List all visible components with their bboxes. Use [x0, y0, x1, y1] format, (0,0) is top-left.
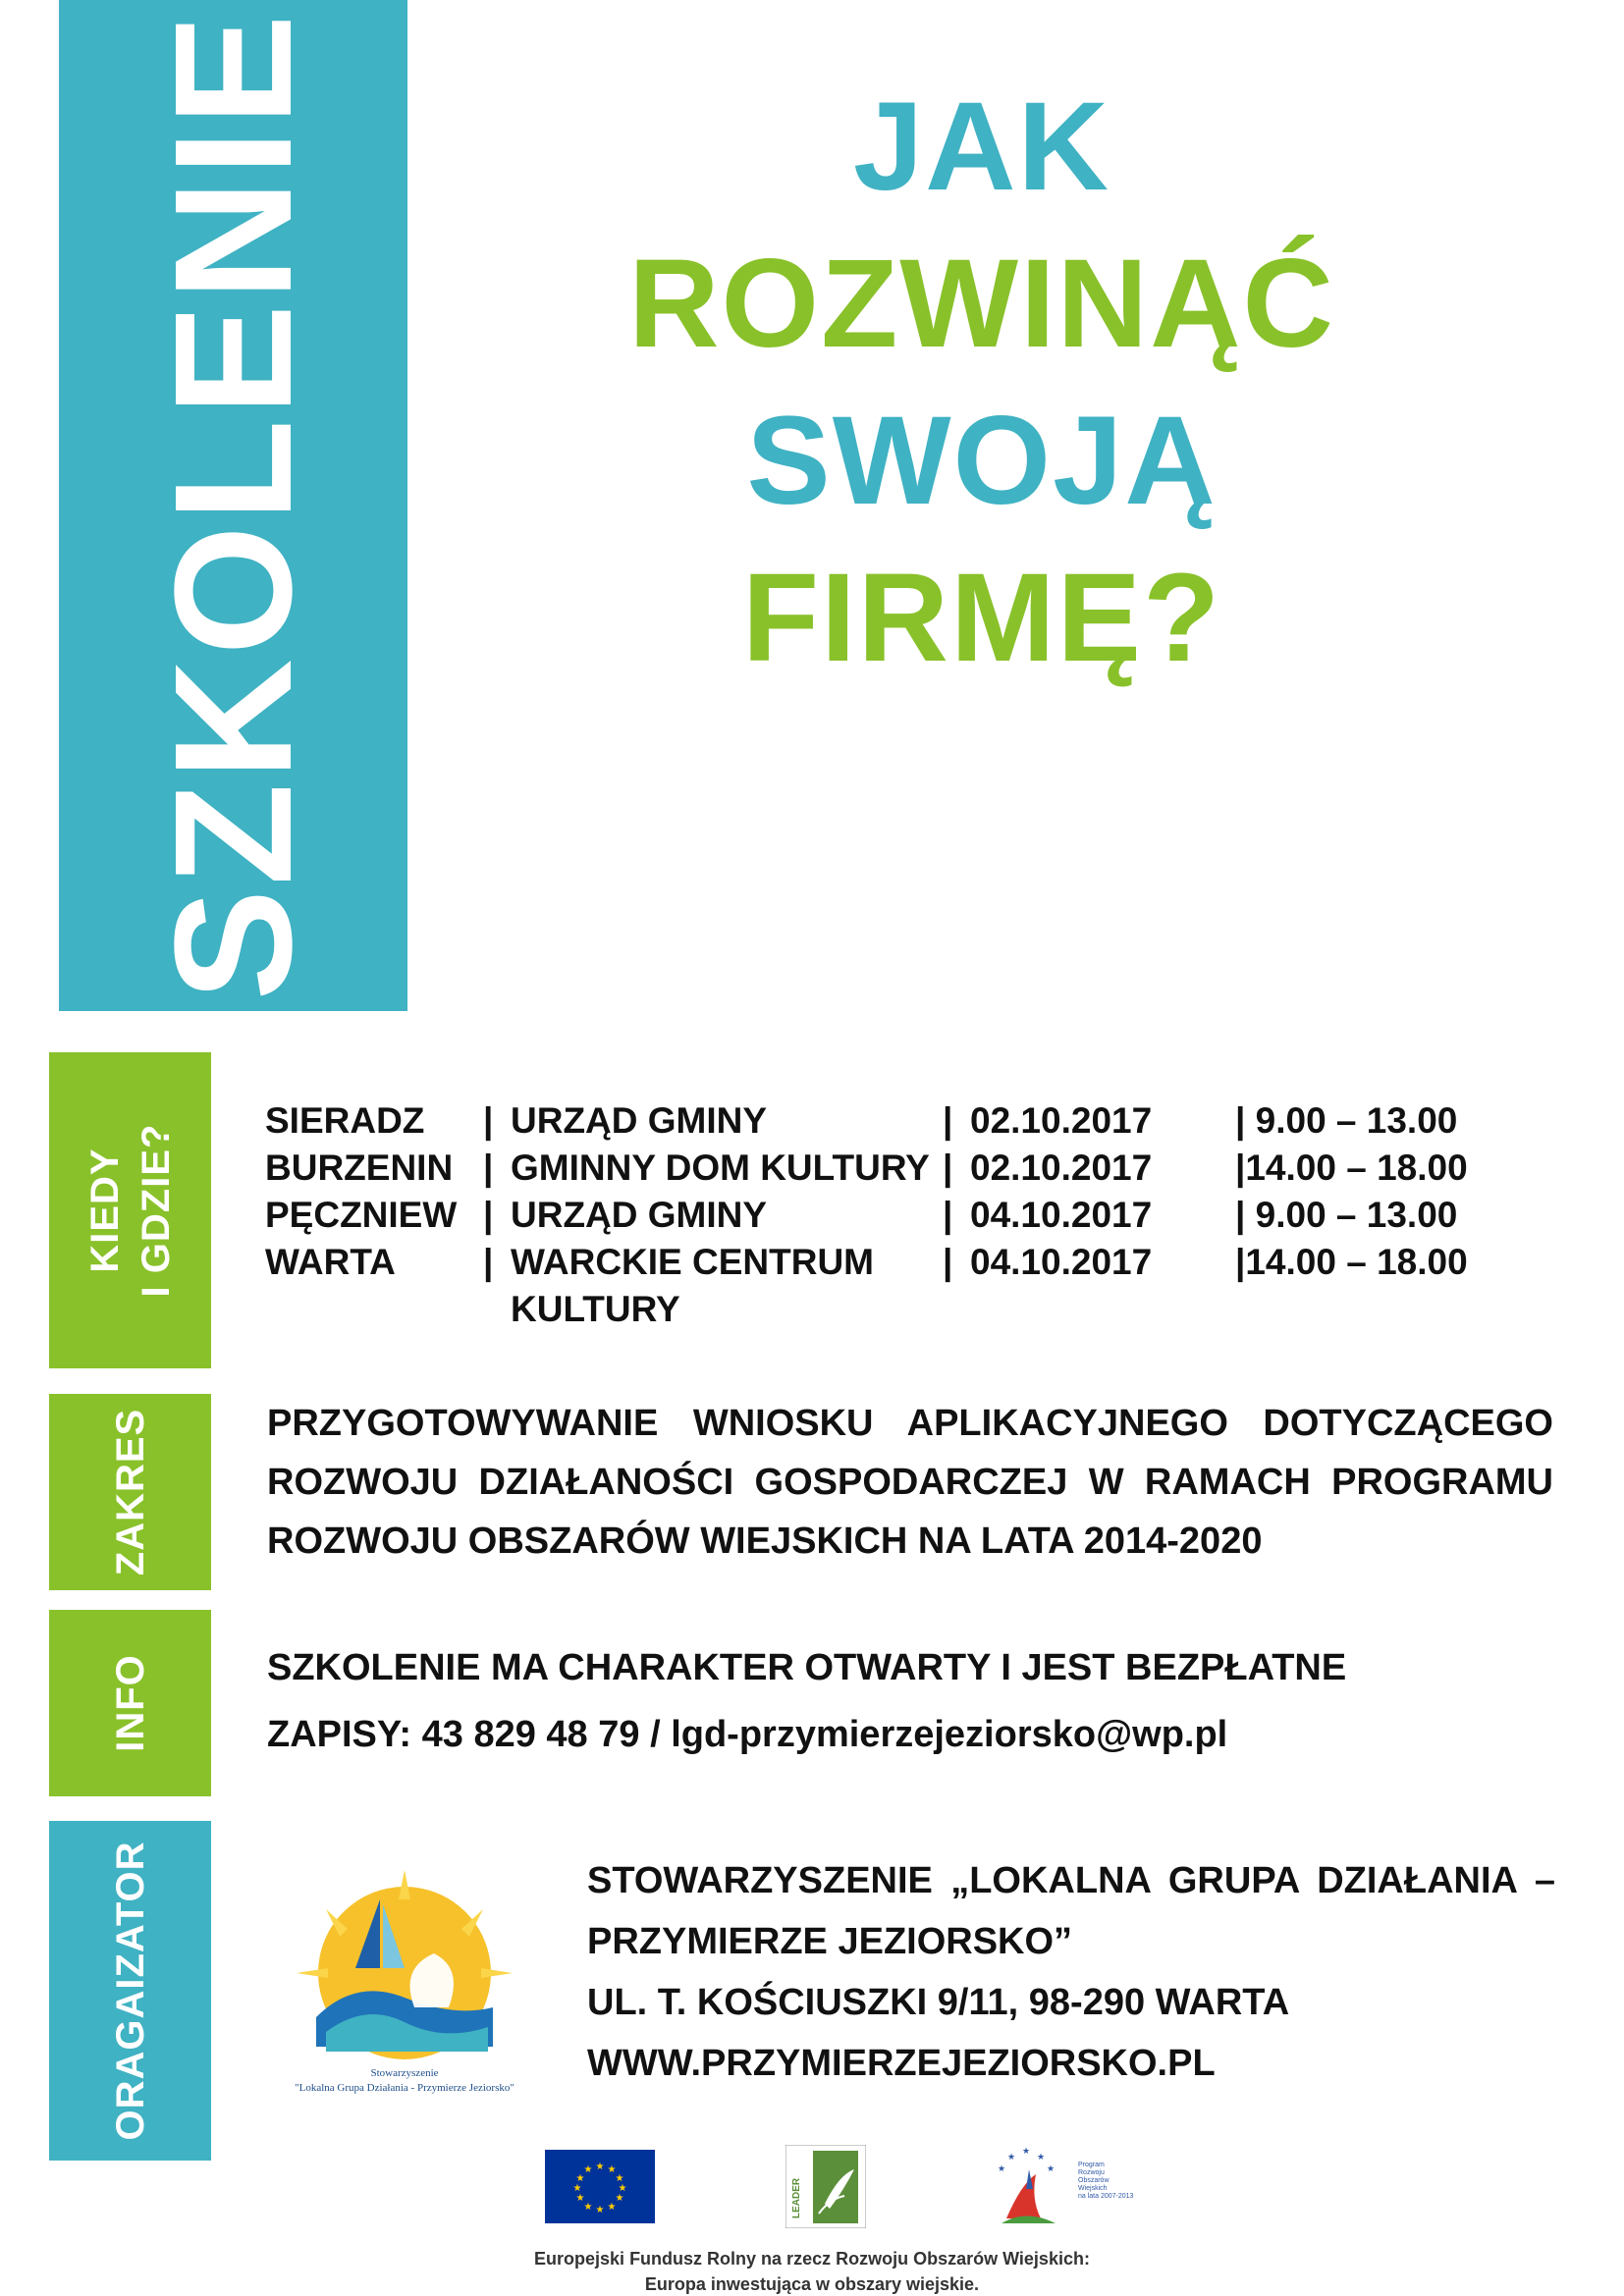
svg-text:★: ★	[595, 2162, 605, 2172]
schedule-city: WARTA	[265, 1242, 396, 1282]
svg-text:★: ★	[1046, 2164, 1056, 2174]
schedule-table	[265, 1097, 1490, 1333]
section-label-zakres	[49, 1394, 211, 1590]
section-label-kiedy	[49, 1052, 211, 1368]
schedule-row	[265, 1192, 1490, 1239]
svg-text:★: ★	[583, 2202, 593, 2213]
schedule-date: 04.10.2017	[970, 1242, 1153, 1282]
organizer-logo-caption-1: Stowarzyszenie	[370, 2067, 439, 2079]
organizer-logo	[267, 1860, 542, 2106]
footer-line-2: Europa inwestująca w obszary wiejskie.	[644, 2274, 980, 2294]
section-label-organizator	[49, 1821, 211, 2161]
schedule-time: | 9.00 – 13.00	[1235, 1100, 1458, 1141]
schedule-row	[265, 1145, 1490, 1192]
prow-text-5: na lata 2007-2013	[1078, 2193, 1134, 2200]
organizer-website: WWW.PRZYMIERZEJEZIORSKO.PL	[587, 2043, 1216, 2084]
schedule-date: 04.10.2017	[970, 1195, 1153, 1235]
zakres-description: PRZYGOTOWYWANIE WNIOSKU APLIKACYJNEGO DOTYCZĄCEGO ROZWOJU DZIAŁANOŚCI GOSPODARCZEJ W RAMACH PROGRAMU ROZWOJU OBSZARÓW WIEJSKICH NA LATA 2014-2020	[267, 1403, 1553, 1562]
schedule-place: URZĄD GMINY	[511, 1100, 768, 1141]
schedule-row	[265, 1097, 1490, 1145]
svg-text:★: ★	[607, 2164, 617, 2175]
schedule-separator: |	[943, 1100, 953, 1141]
svg-text:★: ★	[615, 2173, 624, 2184]
svg-text:★: ★	[1006, 2153, 1016, 2163]
footer	[0, 2246, 1624, 2296]
schedule-separator: |	[483, 1242, 494, 1282]
svg-text:★: ★	[997, 2164, 1006, 2174]
organizer-block	[587, 1850, 1555, 2094]
prow-text-2: Rozwoju	[1078, 2169, 1105, 2176]
prow-text-1: Program	[1078, 2162, 1105, 2168]
section-label-kiedy-line1: KIEDY	[82, 1148, 127, 1273]
title-line-3: SWOJĄ	[746, 391, 1218, 531]
prow-logo	[982, 2140, 1139, 2233]
schedule-separator: |	[483, 1195, 494, 1235]
page-title	[432, 69, 1532, 697]
section-label-kiedy-line2: I GDZIE?	[134, 1123, 178, 1298]
schedule-city: PĘCZNIEW	[265, 1195, 458, 1235]
svg-text:★: ★	[595, 2205, 605, 2216]
svg-text:★: ★	[575, 2193, 585, 2204]
svg-text:★: ★	[575, 2173, 585, 2184]
leader-logo	[785, 2145, 866, 2228]
leader-label: LEADER	[791, 2177, 802, 2218]
schedule-time: |14.00 – 18.00	[1235, 1242, 1468, 1282]
section-label-organizator-text: ORAGAIZATOR	[108, 1841, 152, 2141]
schedule-date: 02.10.2017	[970, 1148, 1153, 1188]
schedule-place: WARCKIE CENTRUM	[511, 1242, 874, 1282]
schedule-place: GMINNY DOM KULTURY	[511, 1148, 930, 1188]
schedule-time: |14.00 – 18.00	[1235, 1148, 1468, 1188]
section-label-info	[49, 1610, 211, 1796]
schedule-separator: |	[943, 1148, 953, 1188]
schedule-date: 02.10.2017	[970, 1100, 1153, 1141]
footer-line-1: Europejski Fundusz Rolny na rzecz Rozwoju Obszarów Wiejskich:	[534, 2249, 1090, 2269]
schedule-city: SIERADZ	[265, 1100, 425, 1141]
schedule-separator: |	[483, 1148, 494, 1188]
schedule-city: BURZENIN	[265, 1148, 454, 1188]
info-line-1: SZKOLENIE MA CHARAKTER OTWARTY I JEST BEZPŁATNE	[267, 1647, 1347, 1688]
schedule-time: | 9.00 – 13.00	[1235, 1195, 1458, 1235]
organizer-address: UL. T. KOŚCIUSZKI 9/11, 98-290 WARTA	[587, 1982, 1290, 2023]
side-banner-szkolenie	[59, 0, 407, 1011]
svg-text:★: ★	[583, 2164, 593, 2175]
svg-text:★: ★	[607, 2202, 617, 2213]
title-line-1: JAK	[852, 77, 1111, 217]
title-line-4: FIRMĘ?	[741, 548, 1222, 688]
info-line-2: ZAPISY: 43 829 48 79 / lgd-przymierzejeziorsko@wp.pl	[267, 1714, 1228, 1755]
section-label-info-text: INFO	[108, 1654, 152, 1752]
eu-flag-icon	[545, 2150, 655, 2223]
section-label-zakres-text: ZAKRES	[108, 1408, 152, 1576]
schedule-separator: |	[943, 1242, 953, 1282]
title-line-2: ROZWINĄĆ	[628, 234, 1335, 374]
prow-text-3: Obszarów	[1078, 2177, 1110, 2184]
organizer-logo-caption-2: "Lokalna Grupa Działania - Przymierze Jeziorsko"	[295, 2082, 514, 2094]
svg-text:★: ★	[572, 2183, 582, 2194]
schedule-row	[265, 1239, 1490, 1286]
schedule-separator: |	[483, 1100, 494, 1141]
info-block	[267, 1634, 1553, 1768]
prow-text-4: Wiejskich	[1078, 2185, 1108, 2192]
schedule-separator: |	[943, 1195, 953, 1235]
schedule-row-continuation	[265, 1286, 1490, 1333]
organizer-name: STOWARZYSZENIE „LOKALNA GRUPA DZIAŁANIA – PRZYMIERZE JEZIORSKO”	[587, 1860, 1555, 1962]
svg-text:★: ★	[615, 2193, 624, 2204]
schedule-place-continuation: KULTURY	[511, 1289, 680, 1329]
side-banner-label: SZKOLENIE	[139, 10, 327, 1001]
svg-text:★: ★	[1021, 2147, 1031, 2157]
svg-text:★: ★	[1036, 2153, 1046, 2163]
svg-text:★: ★	[618, 2183, 627, 2194]
schedule-place: URZĄD GMINY	[511, 1195, 768, 1235]
